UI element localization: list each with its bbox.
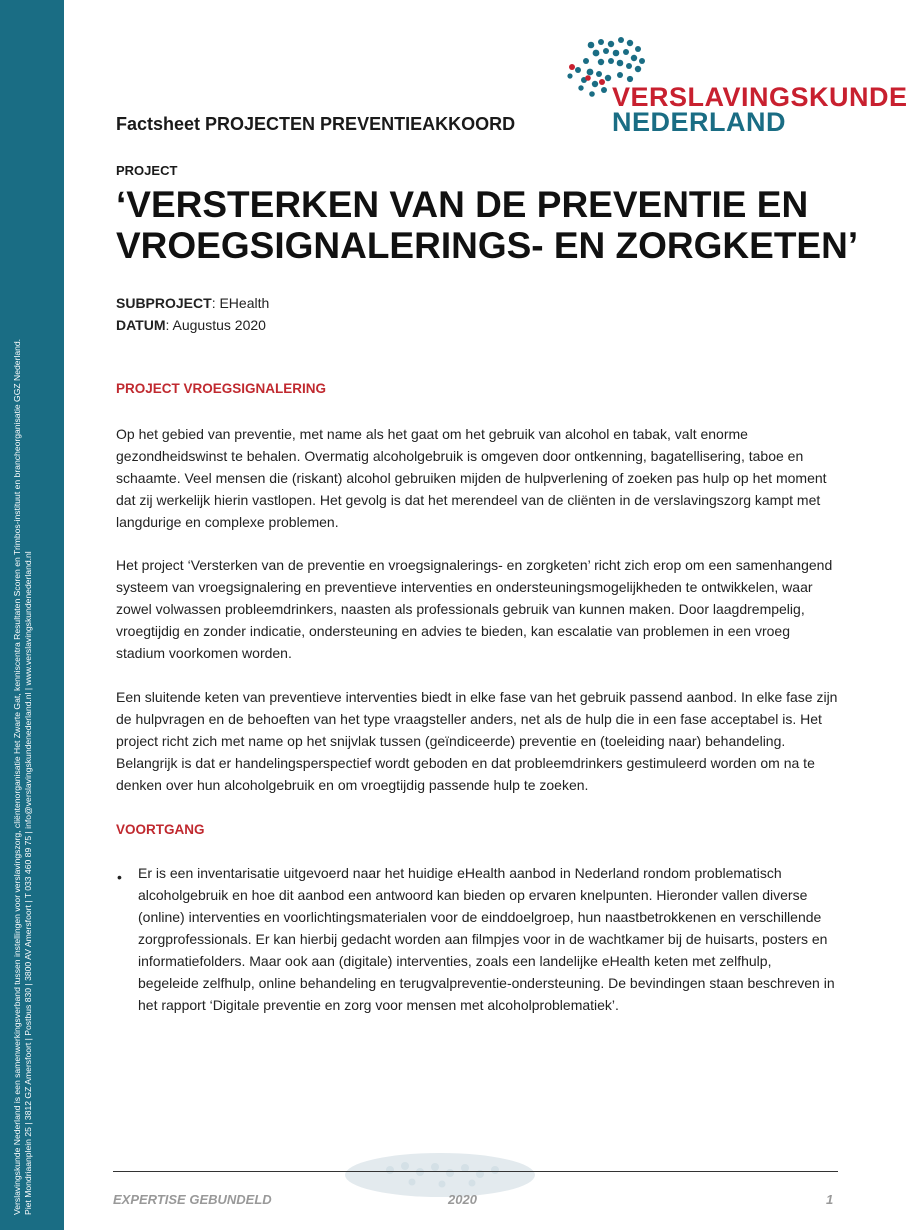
paragraph-line: Op het gebied van preventie, met name als het gaat om het gebruik van alcohol en tabak, valt enorme	[116, 426, 748, 442]
section-heading-vroegsignalering: PROJECT VROEGSIGNALERING	[116, 381, 327, 396]
paragraph-3	[116, 686, 846, 796]
paragraph-line: Belangrijk is dat er handelingsperspectief wordt geboden en dat probleemdrinkers gestimuleerd worden om na te	[116, 755, 815, 771]
paragraph-line: systeem van vroegsignalering en preventieve interventies en ondersteuningsmogelijkheden te ontwikkelen, waar	[116, 579, 813, 595]
footer-watermark-icon	[330, 1140, 550, 1210]
page-number: 1	[826, 1192, 834, 1207]
list-item-line: alcoholgebruik en hoe dit aanbod een antwoord kan bieden op ervaren knelpunten. Hieronder vallen diverse	[138, 887, 808, 903]
list-item-line: (online) interventies en voorlichtingsmaterialen voor de einddoelgroep, hun naastbetrokkenen en verschillende	[138, 909, 822, 925]
paragraph-line: Een sluitende keten van preventieve interventies biedt in elke fase van het gebruik passend aanbod. In elke fase zijn	[116, 689, 838, 705]
list-item-line: zorgprofessionals. Er kan hierbij gedacht worden aan filmpjes voor in de wachtkamer bij de huisarts, posters en	[138, 931, 828, 947]
project-label: PROJECT	[116, 163, 178, 178]
paragraph-line: dat zij werkelijk hierin vastlopen. Het gevolg is dat het merendeel van de cliënten in de verslavingszorg kampt met	[116, 492, 821, 508]
list-item-line: Er is een inventarisatie uitgevoerd naar het huidige eHealth aanbod in Nederland rondom problematisch	[138, 865, 782, 881]
paragraph-line: stadium voorkomen worden.	[116, 645, 292, 661]
title-line-1: ‘VERSTERKEN VAN DE PREVENTIE EN	[116, 184, 809, 225]
paragraph-1	[116, 423, 846, 533]
paragraph-line: de hulpvragen en de behoeften van het type vraagsteller anders, net als de hulp die in een fase acceptabel is. Het	[116, 711, 822, 727]
list-item-line: het rapport ‘Digitale preventie en zorg voor mensen met alcoholproblematiek’.	[138, 997, 619, 1013]
logo-wordmark-line2: NEDERLAND	[612, 107, 787, 137]
datum-label: DATUM	[116, 317, 166, 333]
sidebar-band	[0, 0, 64, 1230]
footer-divider	[113, 1171, 838, 1172]
paragraph-2	[116, 554, 846, 664]
footer-tagline: EXPERTISE GEBUNDELD	[113, 1192, 272, 1207]
subproject-value: : EHealth	[211, 295, 270, 311]
paragraph-line: langdurige en complexe problemen.	[116, 514, 339, 530]
paragraph-line: schaamte. Veel mensen die (riskant) alcohol gebruiken mijden de hulpverlening of zoeken pas hulp op het moment	[116, 470, 827, 486]
subproject-row	[116, 295, 269, 311]
subproject-label: SUBPROJECT	[116, 295, 212, 311]
datum-value: : Augustus 2020	[165, 317, 266, 333]
list-item-line: informatiefolders. Maar ook aan (digitale) interventies, zoals een landelijke eHealth keten met zelfhulp,	[138, 953, 772, 969]
list-item-line: begeleide zelfhulp, online behandeling en terugvalpreventie-ondersteuning. De bevindingen staan beschreven in	[138, 975, 835, 991]
section-heading-voortgang: VOORTGANG	[116, 822, 205, 837]
logo-wordmark-line1: VERSLAVINGSKUNDE	[612, 82, 908, 112]
title-line-2: VROEGSIGNALERINGS- EN ZORGKETEN’	[116, 225, 859, 266]
datum-row	[116, 317, 266, 333]
sidebar-text	[12, 215, 34, 1215]
page-title	[116, 184, 859, 266]
paragraph-line: vroegtijdig en zonder indicatie, ondersteuning en advies te bieden, kan escalatie van problemen in een vroeg	[116, 623, 791, 639]
list-item	[138, 862, 848, 1016]
bullet-icon: •	[117, 869, 122, 885]
factsheet-label: Factsheet PROJECTEN PREVENTIEAKKOORD	[116, 114, 516, 134]
sidebar-line-2: Piet Mondriaanplein 25 | 3812 GZ Amersfoort | Postbus 830 | 3800 AV Amersfoort | T 033 460 89 75 | info@verslavingskundenederland.nl | www.verslavingskundenederland.nl	[23, 551, 33, 1215]
paragraph-line: project richt zich met name op het snijvlak tussen (geïndiceerde) preventie en (toeleiding naar) behandeling.	[116, 733, 786, 749]
footer-year: 2020	[448, 1192, 477, 1207]
paragraph-line: Het project ‘Versterken van de preventie en vroegsignalerings- en zorgketen’ richt zich erop om een samenhangend	[116, 557, 833, 573]
paragraph-line: zowel volwassen probleemdrinkers, naasten als professionals gebruik van kunnen maken. Door laagdrempelig,	[116, 601, 805, 617]
paragraph-line: gezondheidswinst te behalen. Overmatig alcoholgebruik is omgeven door ontkenning, bagatellisering, taboe en	[116, 448, 804, 464]
paragraph-line: denken over hun alcoholgebruik en om vroegtijdig passende hulp te zoeken.	[116, 777, 589, 793]
sidebar-line-1: Verslavingskunde Nederland is een samenwerkingsverband tussen instellingen voor verslavingszorg, cliëntenorganisatie Het Zwarte Gat, kenniscentra Resultaten Scoren en Trimbos-instituut en brancheorganisatie GGZ Nederland.	[12, 338, 22, 1215]
